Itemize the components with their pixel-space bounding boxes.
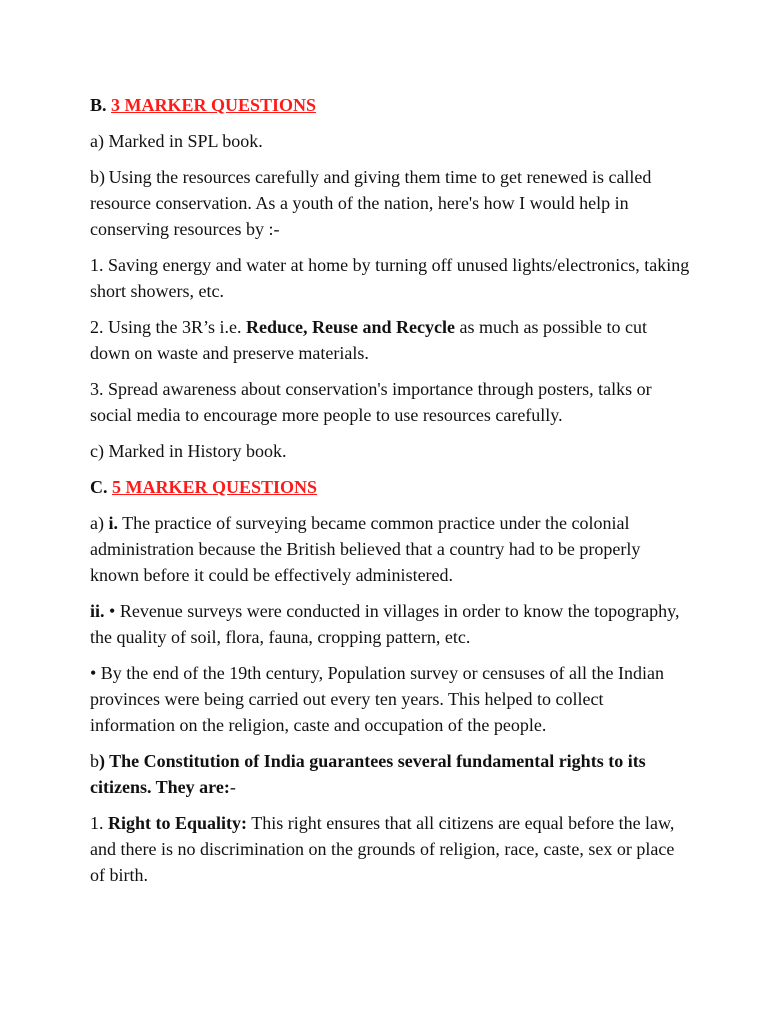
point-2-pre: 2. Using the 3R’s i.e. bbox=[90, 317, 246, 337]
answer-c-b-right-1 bbox=[90, 810, 690, 888]
section-b-prefix: B. bbox=[90, 95, 112, 115]
answer-c-a-ii-text: • Revenue surveys were conducted in villages in order to know the topography, the quality of soil, flora, fauna, cropping pattern, etc. bbox=[90, 601, 680, 647]
section-c-heading bbox=[90, 474, 690, 500]
answer-c-a-ii-bullet-2: • By the end of the 19th century, Population survey or censuses of all the Indian provinces were being carried out every ten years. This helped to collect information on the religion, caste and occupation of the people. bbox=[90, 663, 665, 735]
answer-c-b-intro bbox=[90, 748, 690, 800]
answer-c-a-ii bbox=[90, 598, 690, 650]
answer-c-a-ii-marker: ii. bbox=[90, 601, 105, 621]
answer-c-b-tail: - bbox=[229, 777, 236, 797]
document-page bbox=[90, 92, 690, 898]
right-1-num: 1. bbox=[90, 813, 108, 833]
answer-c-a-label: a) bbox=[90, 513, 109, 533]
answer-c-b-bold: ) The Constitution of India guarantees several fundamental rights to its citizens. They are: bbox=[90, 751, 646, 797]
answer-b-c: c) Marked in History book. bbox=[90, 441, 287, 461]
answer-b-b-point-2 bbox=[90, 314, 690, 366]
point-2-post: as much as possible to cut down on waste and preserve materials. bbox=[90, 317, 647, 363]
right-1-text: This right ensures that all citizens are equal before the law, and there is no discrimination on the grounds of religion, race, caste, sex or place of birth. bbox=[90, 813, 675, 885]
answer-b-b-intro: b) Using the resources carefully and giving them time to get renewed is called resource conservation. As a youth of the nation, here's how I would help in conserving resources by :- bbox=[90, 167, 652, 239]
section-b-heading bbox=[90, 92, 690, 118]
section-c-prefix: C. bbox=[90, 477, 112, 497]
answer-c-a-i-marker: i. bbox=[108, 513, 118, 533]
answer-b-b-point-1: 1. Saving energy and water at home by turning off unused lights/electronics, taking short showers, etc. bbox=[90, 255, 690, 301]
answer-c-b-label: b bbox=[90, 751, 99, 771]
answer-b-a: a) Marked in SPL book. bbox=[90, 131, 263, 151]
answer-b-b-point-3: 3. Spread awareness about conservation's importance through posters, talks or social media to encourage more people to use resources carefully. bbox=[90, 379, 652, 425]
section-c-title: 5 MARKER QUESTIONS bbox=[112, 477, 318, 497]
right-1-title: Right to Equality: bbox=[108, 813, 248, 833]
answer-c-a-i-text: The practice of surveying became common practice under the colonial administration because the British believed that a country had to be properly known before it could be effectively administered. bbox=[90, 513, 641, 585]
section-b-title: 3 MARKER QUESTIONS bbox=[111, 95, 317, 115]
point-2-bold: Reduce, Reuse and Recycle bbox=[246, 317, 455, 337]
answer-c-a-i bbox=[90, 510, 690, 588]
